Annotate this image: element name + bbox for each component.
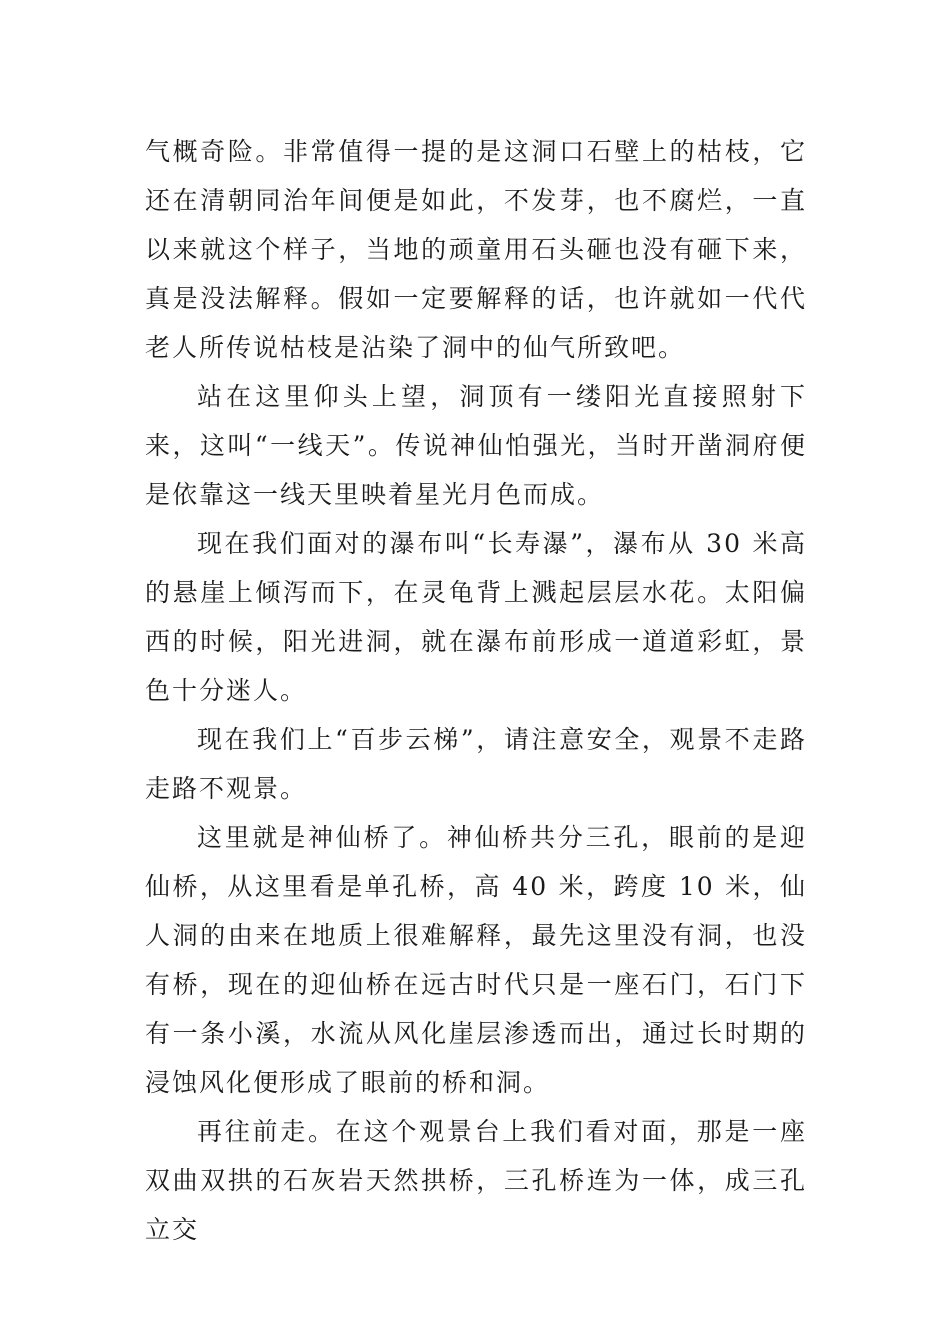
paragraph-1: 气概奇险。非常值得一提的是这洞口石壁上的枯枝，它还在清朝同治年间便是如此，不发芽，也不腐烂，一直以来就这个样子，当地的顽童用石头砸也没有砸下来，真是没法解释。假如一定要解释的话，也许就如一代代老人所传说枯枝是沾染了洞中的仙气所致吧。 [145, 137, 807, 362]
paragraph-4: 现在我们上“百步云梯”，请注意安全，观景不走路走路不观景。 [145, 725, 807, 803]
paragraph-2: 站在这里仰头上望，洞顶有一缕阳光直接照射下来，这叫“一线天”。传说神仙怕强光，当时开凿洞府便是依靠这一线天里映着星光月色而成。 [145, 382, 807, 509]
document-body [145, 127, 807, 1254]
paragraph-5: 这里就是神仙桥了。神仙桥共分三孔，眼前的是迎仙桥，从这里看是单孔桥，高 40 米，跨度 10 米，仙人洞的由来在地质上很难解释，最先这里没有洞，也没有桥，现在的迎仙桥在远古时代只是一座石门，石门下有一条小溪，水流从风化崖层渗透而出，通过长时期的浸蚀风化便形成了眼前的桥和洞。 [145, 823, 807, 1097]
paragraph-3: 现在我们面对的瀑布叫“长寿瀑”，瀑布从 30 米高的悬崖上倾泻而下，在灵龟背上溅起层层水花。太阳偏西的时候，阳光进洞，就在瀑布前形成一道道彩虹，景色十分迷人。 [145, 529, 807, 705]
paragraph-6: 再往前走。在这个观景台上我们看对面，那是一座双曲双拱的石灰岩天然拱桥，三孔桥连为一体，成三孔立交 [145, 1117, 807, 1244]
